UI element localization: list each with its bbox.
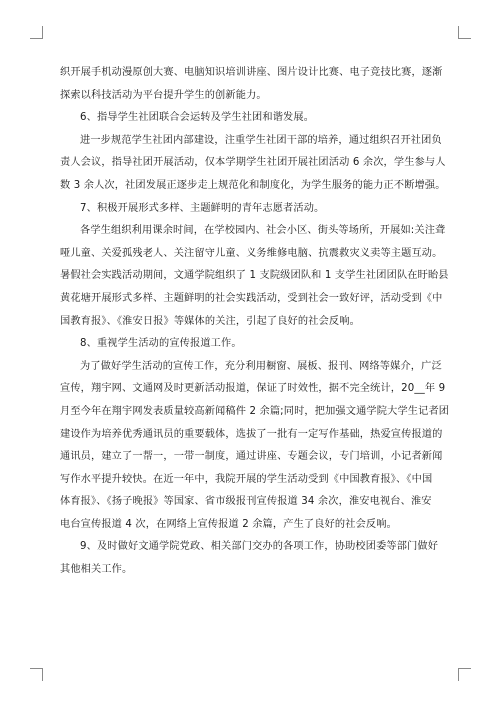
text-line: 宣传，翔宇网、文通网及时更新活动报道，保证了时效性，据不完全统计，20__年 9 — [60, 383, 446, 395]
text-line: 国教育报》、《淮安日报》等媒体的关注，引起了良好的社会反响。 — [60, 315, 360, 327]
crop-mark-top-left — [30, 26, 43, 39]
text-line: 体育报》、《扬子晚报》等国家、省市级报刊宣传报道 34 余次，淮安电视台、淮安 — [60, 496, 432, 508]
text-line: 数 3 余人次，社团发展正逐步走上规范化和制度化，为学生服务的能力正不断增强。 — [60, 179, 446, 191]
text-line: 探索以科技活动为平台提升学生的创新能力。 — [60, 89, 267, 101]
text-line: 为了做好学生活动的宣传工作，充分利用橱窗、展板、报刊、网络等媒介，广泛 — [80, 360, 442, 372]
crop-mark-top-right — [458, 26, 471, 39]
section-heading: 9、及时做好文通学院党政、相关部门交办的各项工作，协助校团委等部门做好 — [80, 541, 439, 553]
document-body — [60, 62, 452, 582]
text-line: 各学生组织利用课余时间，在学校园内、社会小区、街头等场所，开展如:关注聋 — [80, 225, 446, 237]
text-line: 建设作为培养优秀通讯员的重要载体，选拔了一批有一定写作基础，热爱宣传报道的 — [60, 428, 443, 440]
text-line: 月至今年在翔宇网发表质量较高新闻稿件 2 余篇;同时，把加强文通学院大学生记者团 — [60, 405, 450, 417]
text-line: 写作水平提升较快。在近一年中，我院开展的学生活动受到《中国教育报》、《中国 — [60, 473, 433, 485]
text-line: 责人会议，指导社团开展活动，仅本学期学生社团开展社团活动 6 余次，学生参与人 — [60, 157, 446, 169]
text-line: 黄花塘开展形式多样、主题鲜明的社会实践活动，受到社会一致好评，活动受到《中 — [60, 292, 443, 304]
crop-mark-bottom-right — [458, 668, 471, 681]
crop-mark-bottom-left — [30, 668, 43, 681]
text-line: 暑假社会实践活动期间，文通学院组织了 1 支院级团队和 1 支学生社团团队在盱眙县 — [60, 270, 449, 282]
text-line: 其他相关工作。 — [60, 564, 133, 576]
section-heading: 8、重视学生活动的宣传报道工作。 — [80, 338, 242, 350]
text-line: 电台宣传报道 4 次，在网络上宣传报道 2 余篇，产生了良好的社会反响。 — [60, 518, 397, 530]
section-heading: 6、指导学生社团联合会运转及学生社团和谐发展。 — [80, 112, 315, 124]
section-heading: 7、积极开展形式多样、主题鲜明的青年志愿者活动。 — [80, 202, 325, 214]
text-line: 哑儿童、关爱孤残老人、关注留守儿童、义务维修电脑、抗震救灾义卖等主题互动。 — [60, 247, 443, 259]
text-line: 织开展手机动漫原创大赛、电脑知识培训讲座、图片设计比赛、电子竞技比赛，逐渐 — [60, 67, 443, 78]
text-line: 通讯员，建立了一帮一，一带一制度，通过讲座、专题会议，专门培训，小记者新闻 — [60, 451, 443, 463]
text-line: 进一步规范学生社团内部建设，注重学生社团干部的培养，通过组织召开社团负 — [80, 134, 442, 146]
